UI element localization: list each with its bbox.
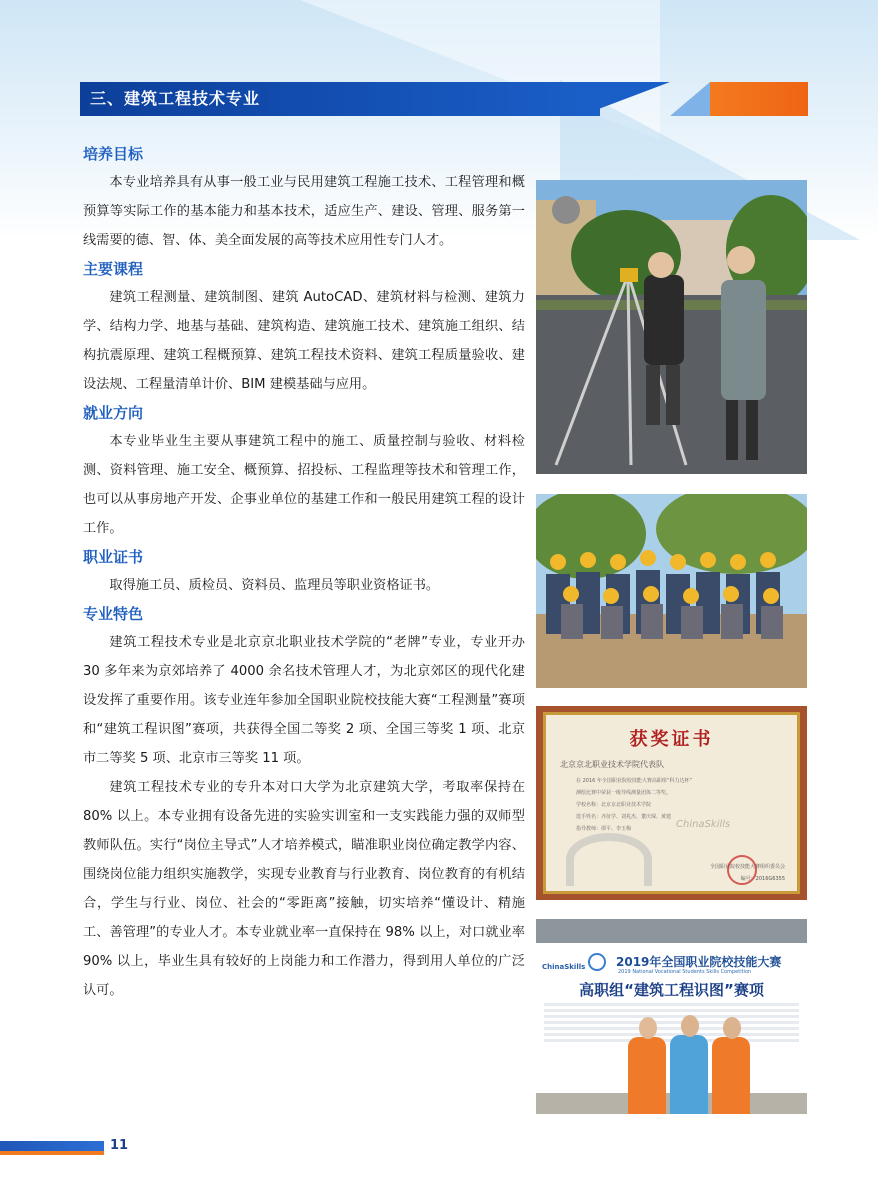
section-heading: 专业特色 — [83, 605, 144, 623]
certificate-text: 学校名称：北京京北职业技术学院 — [576, 802, 652, 808]
certificate-team: 北京京北职业技术学院代表队 — [560, 760, 664, 769]
certificate-issuer: 全国职业院校技能大赛组织委员会 — [709, 864, 785, 870]
certificate-text: 指导教师：谭平、李玉梅 — [576, 826, 632, 832]
header-orange-band — [710, 82, 808, 116]
section-certificates — [83, 543, 525, 600]
section-training-goal — [83, 140, 525, 255]
section-paragraph: 建筑工程测量、建筑制图、建筑 AutoCAD、建筑材料与检测、建筑力学、结构力学、地基与基础、建筑构造、建筑施工技术、建筑施工组织、结构抗震原理、建筑工程概预算、建筑工程技术资料、建筑工程质量验收、建设法规、工程量清单计价、BIM 建模基础与应用。 — [83, 290, 525, 392]
section-main-courses — [83, 255, 525, 399]
banner-title-cn: 2019年全国职业院校技能大赛 — [616, 955, 782, 969]
certificate-text: 选手姓名：齐征学、刘兆杰、董庆琛、黄建 — [576, 814, 672, 820]
section-paragraph: 本专业培养具有从事一般工业与民用建筑工程施工技术、工程管理和概预算等实际工作的基本能力和基本技术，适应生产、建设、管理、服务第一线需要的德、智、体、美全面发展的高等技术应用性专门人才。 — [83, 175, 525, 248]
person-orange-shirt — [628, 1037, 666, 1114]
banner-small-text — [544, 1003, 799, 1043]
person-head — [723, 1017, 741, 1039]
person-head — [639, 1017, 657, 1039]
certificate-text: 在 2016 年全国职业院校技能大赛高职组“科力达杯” — [576, 778, 693, 784]
page-number: 11 — [110, 1138, 129, 1153]
gear-watermark-icon — [566, 833, 652, 886]
banner-title-en: 2019 National Vocational Students Skills Competition — [618, 969, 752, 975]
certificate-watermark: ChinaSkills — [676, 819, 731, 830]
person-head — [681, 1015, 699, 1037]
photo-surveying-students — [536, 180, 807, 474]
section-paragraph: 建筑工程技术专业的专升本对口大学为北京建筑大学，考取率保持在 80% 以上。本专业拥有设备先进的实验实训室和一支实践能力强的双师型教师队伍。实行“岗位主导式”人才培养模式，瞄准职业岗位确定教学内容、围绕岗位能力组织实施教学，实现专业教育与行业教育、岗位教育的有机结合，学生与行业、岗位、社会的“零距离”接触，切实培养“懂设计、精施工、善管理”的专业人才。本专业就业率一直保持在 98% 以上，对口就业率 90% 以上，毕业生具有较好的上岗能力和工作潜力，得到用人单位的广泛认可。 — [83, 780, 525, 998]
header-light-diagonal — [670, 82, 710, 116]
certificate-code: 编号：2016G6355 — [740, 876, 785, 882]
certificate-title: 获奖证书 — [629, 729, 714, 750]
main-text-column — [83, 140, 525, 1005]
section-heading: 职业证书 — [83, 548, 144, 566]
section-paragraph: 本专业毕业生主要从事建筑工程中的施工、质量控制与验收、材料检测、资料管理、施工安全、概预算、招投标、工程监理等技术和管理工作，也可以从事房地产开发、企事业单位的基建工作和一般民用建筑工程的设计工作。 — [83, 434, 525, 536]
photo-award-certificate — [536, 706, 807, 900]
section-heading: 就业方向 — [83, 404, 144, 422]
red-seal-icon — [727, 855, 757, 885]
building-background — [536, 919, 807, 943]
certificate-text: 测绘比赛中荣获一级导线测量团体二等奖。 — [576, 790, 672, 796]
section-heading: 培养目标 — [83, 145, 144, 163]
section-paragraph: 建筑工程技术专业是北京京北职业技术学院的“老牌”专业，专业开办 30 多年来为京郊培养了 4000 余名技术管理人才，为北京郊区的现代化建设发挥了重要作用。该专业连年参加全国职业院校技能大赛“工程测量”赛项和“建筑工程识图”赛项，共获得全国二等奖 2 项、全国三等奖 1 项、北京市二等奖 5 项、北京市三等奖 11 项。 — [83, 635, 525, 766]
photo-competition-banner — [536, 919, 807, 1114]
section-header-bar — [80, 82, 808, 116]
person-blue-shirt — [670, 1035, 708, 1114]
chinaskills-logo-icon — [588, 953, 606, 971]
section-heading: 主要课程 — [83, 260, 144, 278]
footer-bar — [0, 1141, 104, 1151]
banner-subtitle: 高职组“建筑工程识图”赛项 — [579, 981, 764, 999]
header-diagonal — [580, 82, 670, 116]
photo-group-helmets — [536, 494, 807, 688]
page-title: 三、建筑工程技术专业 — [90, 89, 261, 108]
section-employment — [83, 399, 525, 543]
footer-accent — [0, 1151, 104, 1155]
section-features — [83, 600, 525, 1005]
chinaskills-logo: ChinaSkills — [542, 963, 586, 971]
section-paragraph: 取得施工员、质检员、资料员、监理员等职业资格证书。 — [109, 578, 440, 593]
person-orange-shirt — [712, 1037, 750, 1114]
certificate-paper — [543, 712, 800, 894]
